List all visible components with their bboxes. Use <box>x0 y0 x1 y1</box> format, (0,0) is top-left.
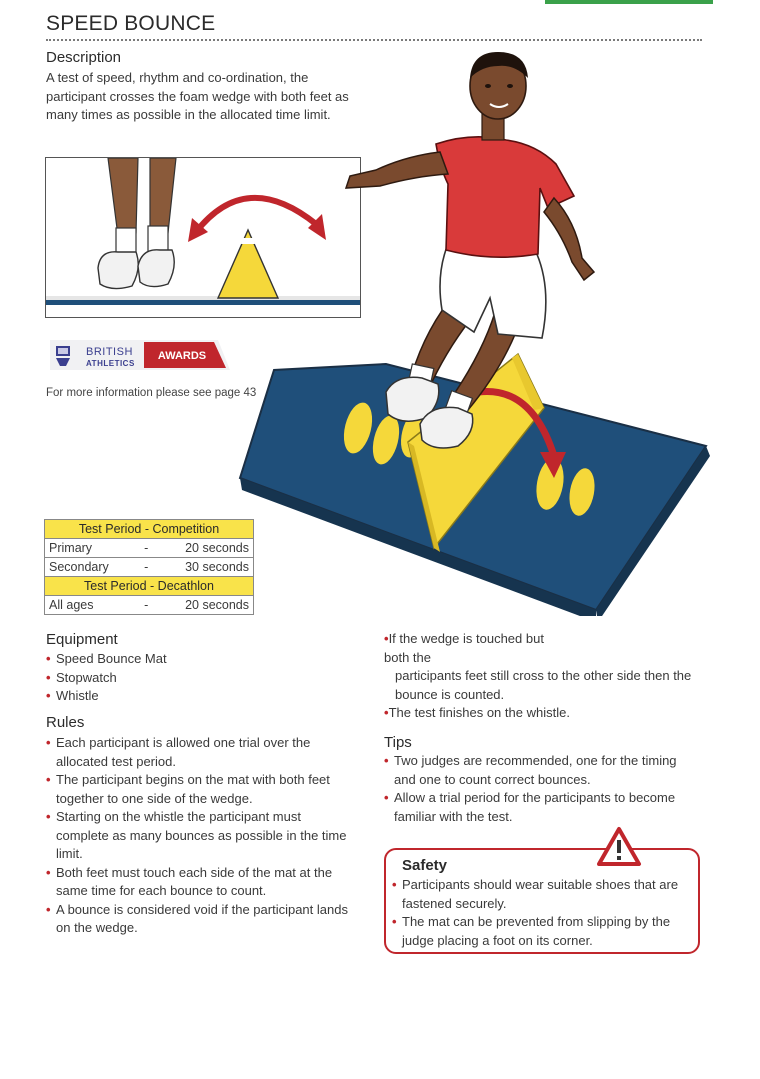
safety-list <box>392 876 692 950</box>
logo-british: BRITISH <box>86 346 133 358</box>
list-item: • Two judges are recommended, one for the timing and one to count correct bounces. <box>384 753 677 787</box>
list-item: • Allow a trial period for the participants to become familiar with the test. <box>384 790 676 824</box>
logo-awards-badge: AWARDS <box>157 350 207 362</box>
list-item: • Both feet must touch each side of the mat at the same time for each bounce to count. <box>46 864 333 898</box>
table-row: Primary - 20 seconds <box>45 539 254 558</box>
equipment-heading: Equipment <box>46 631 118 648</box>
top-green-bar <box>545 0 713 4</box>
list-item: • Whistle <box>46 688 99 703</box>
description-heading: Description <box>46 49 122 66</box>
table-row: Secondary - 30 seconds <box>45 558 254 577</box>
list-item: • The participant begins on the mat with both feet together to one side of the wedge. <box>46 772 330 806</box>
page-title: SPEED BOUNCE <box>46 12 216 35</box>
list-item: • A bounce is considered void if the participant lands on the wedge. <box>46 901 348 935</box>
description-text: A test of speed, rhythm and co-ordination, the participant crosses the foam wedge with both feet as many times as possible in the allocated time limit. <box>46 70 349 122</box>
more-info-text: For more information please see page 43 <box>46 387 257 399</box>
list-item: • Starting on the whistle the participant must complete as many bounces as possible in the time limit. <box>46 809 347 861</box>
tips-list <box>384 752 694 826</box>
title-divider <box>46 39 702 41</box>
list-item: • Each participant is allowed one trial over the allocated test period. <box>46 735 311 769</box>
warning-triangle-icon <box>596 826 642 868</box>
rules-heading: Rules <box>46 714 85 731</box>
table-row: All ages - 20 seconds <box>45 596 254 615</box>
rules-continued: •If the wedge is touched but both the participants feet still cross to the other side then the bounce is counted. •The test finishes on the whistle. <box>384 631 692 720</box>
list-item: • Participants should wear suitable shoes that are fastened securely. <box>392 877 679 911</box>
rules-list <box>46 734 354 938</box>
list-item: • Speed Bounce Mat <box>46 651 167 666</box>
list-item: • The mat can be prevented from slipping by the judge placing a foot on its corner. <box>392 914 671 948</box>
logo-athletics: ATHLETICS <box>86 359 135 368</box>
test-period-table <box>44 519 254 615</box>
list-item: • Stopwatch <box>46 669 117 685</box>
safety-heading: Safety <box>402 857 448 874</box>
decathlon-header: Test Period - Decathlon <box>45 577 254 596</box>
speed-bounce-illustration <box>236 48 716 616</box>
equipment-list <box>46 650 346 706</box>
tips-heading: Tips <box>384 734 412 751</box>
competition-header: Test Period - Competition <box>45 520 254 539</box>
